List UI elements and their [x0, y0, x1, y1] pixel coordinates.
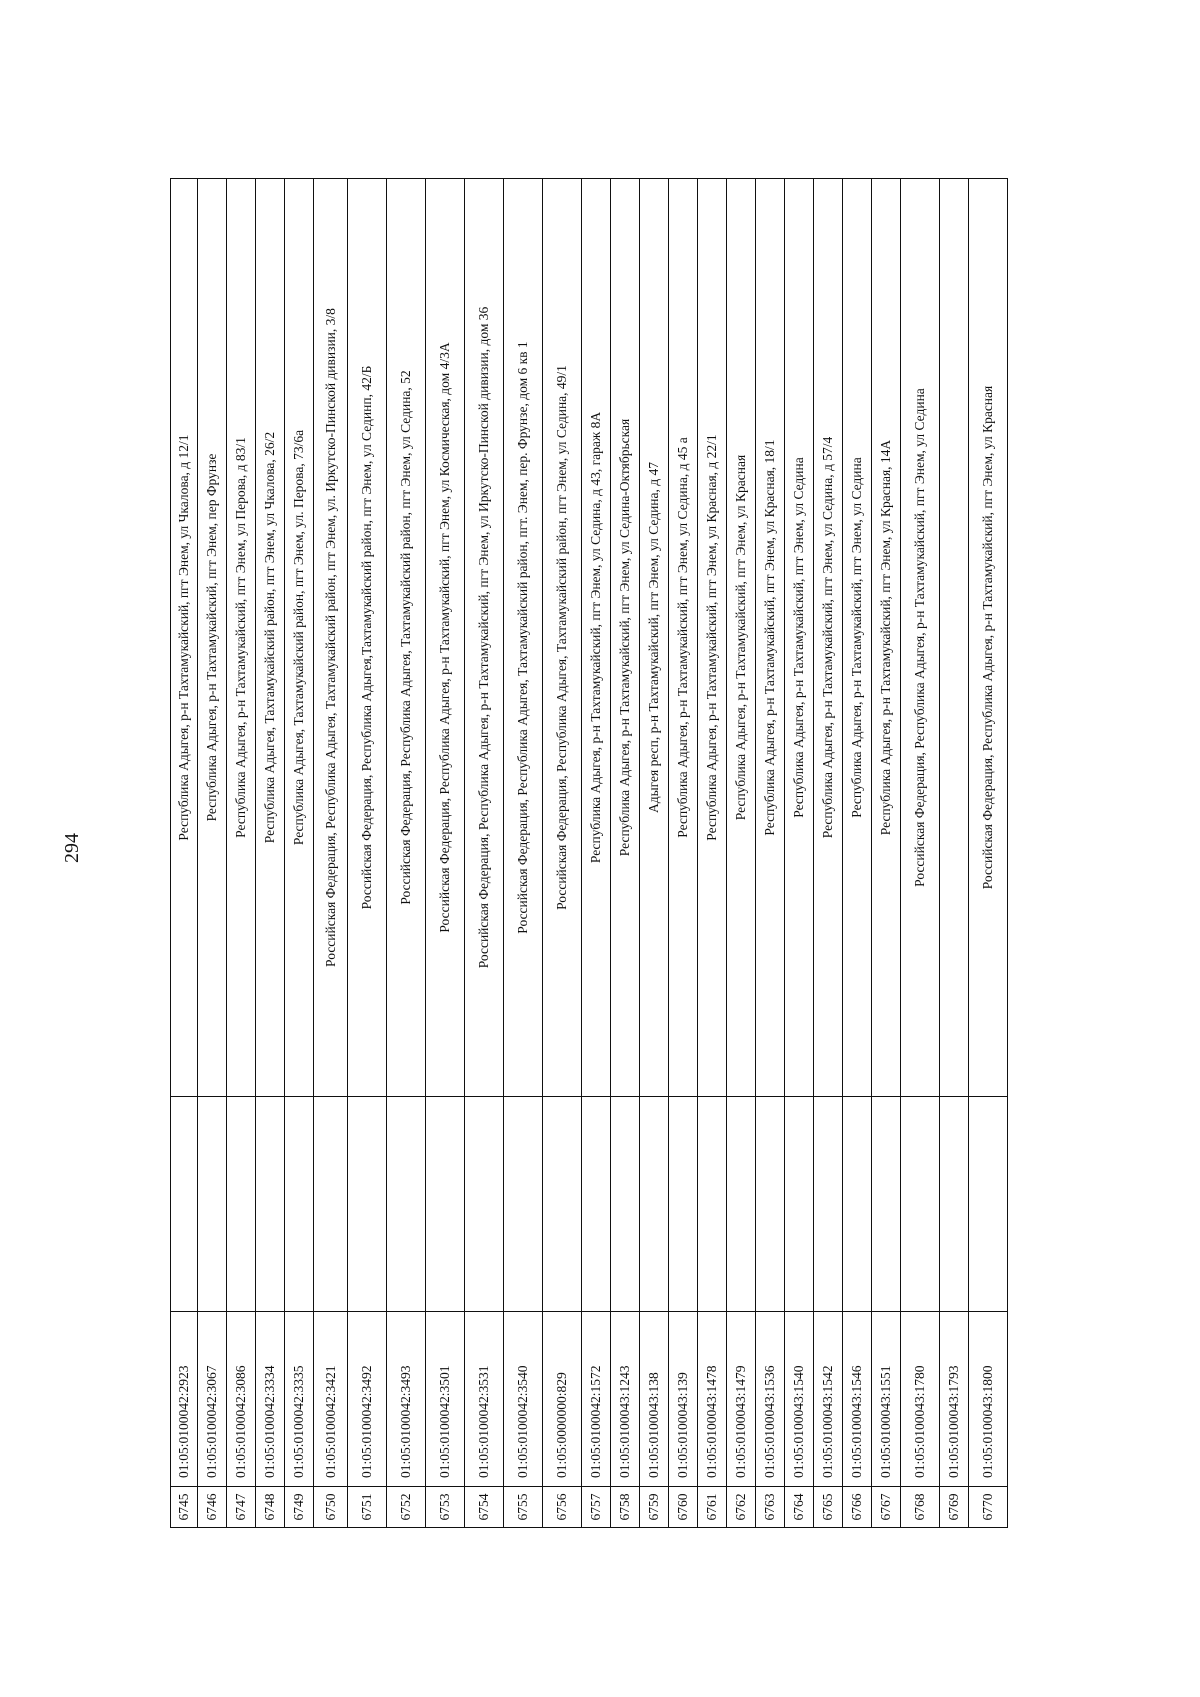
- note-cell: [314, 1097, 348, 1312]
- row-number: 6754: [465, 1487, 504, 1528]
- note-cell: [611, 1097, 640, 1312]
- address-cell: Российская Федерация, Республика Адыгея, р-н Тахтамукайский, пгт Энем, ул Красная: [969, 179, 1008, 1097]
- address-cell: Российская Федерация, Республика Адыгея, Тахтамукайский район, пгт Энем, ул. Иркутско-Пинской дивизии, 3/8: [314, 179, 348, 1097]
- table-row: [727, 179, 756, 1528]
- address-cell: Республика Адыгея, р-н Тахтамукайский, пгт Энем, ул Красная: [727, 179, 756, 1097]
- row-number: 6756: [543, 1487, 582, 1528]
- address-cell: Республика Адыгея, Тахтамукайский район, пгт Энем, ул Чкалова, 26/2: [256, 179, 285, 1097]
- note-cell: [256, 1097, 285, 1312]
- address-cell: Российская Федерация, Республика Адыгея, Тахтамукайский район, пгт. Энем, пер. Фрунзе, дом 6 кв 1: [504, 179, 543, 1097]
- address-cell: [940, 179, 969, 1097]
- rotated-table-container: [170, 178, 1094, 1528]
- cadastral-number: 01:05:0100042:3067: [198, 1312, 227, 1487]
- property-table: [170, 178, 1008, 1528]
- row-number: 6747: [227, 1487, 256, 1528]
- note-cell: [285, 1097, 314, 1312]
- table-row: [285, 179, 314, 1528]
- cadastral-number: 01:05:0100043:1478: [698, 1312, 727, 1487]
- row-number: 6767: [872, 1487, 901, 1528]
- note-cell: [669, 1097, 698, 1312]
- address-cell: Республика Адыгея, р-н Тахтамукайский, пгт Энем, ул Седина: [843, 179, 872, 1097]
- note-cell: [543, 1097, 582, 1312]
- cadastral-number: 01:05:0100043:1780: [901, 1312, 940, 1487]
- address-cell: Российская Федерация, Республика Адыгея, р-н Тахтамукайский, пгт Энем, ул Иркутско-Пинской дивизии, дом 36: [465, 179, 504, 1097]
- row-number: 6765: [814, 1487, 843, 1528]
- cadastral-number: 01:05:0100043:1540: [785, 1312, 814, 1487]
- page-number: 294: [61, 833, 83, 863]
- note-cell: [872, 1097, 901, 1312]
- table-row: [843, 179, 872, 1528]
- table-row: [698, 179, 727, 1528]
- row-number: 6768: [901, 1487, 940, 1528]
- row-number: 6750: [314, 1487, 348, 1528]
- cadastral-number: 01:05:0100042:2923: [171, 1312, 198, 1487]
- cadastral-number: 01:05:0100043:1542: [814, 1312, 843, 1487]
- note-cell: [582, 1097, 611, 1312]
- note-cell: [901, 1097, 940, 1312]
- note-cell: [348, 1097, 387, 1312]
- cadastral-number: 01:05:0100043:1243: [611, 1312, 640, 1487]
- row-number: 6749: [285, 1487, 314, 1528]
- note-cell: [727, 1097, 756, 1312]
- table-row: [465, 179, 504, 1528]
- table-row: [171, 179, 198, 1528]
- table-row: [582, 179, 611, 1528]
- note-cell: [504, 1097, 543, 1312]
- note-cell: [698, 1097, 727, 1312]
- address-cell: Адыгея респ, р-н Тахтамукайский, пгт Энем, ул Седина, д 47: [640, 179, 669, 1097]
- cadastral-number: 01:05:0100042:3531: [465, 1312, 504, 1487]
- note-cell: [171, 1097, 198, 1312]
- cadastral-number: 01:05:0100042:1572: [582, 1312, 611, 1487]
- cadastral-number: 01:05:0100043:1793: [940, 1312, 969, 1487]
- address-cell: Российская Федерация, Республика Адыгея, Тахтамукайский район, пгт Энем, ул Седина, 49/1: [543, 179, 582, 1097]
- table-row: [543, 179, 582, 1528]
- address-cell: Республика Адыгея, Тахтамукайский район, пгт Энем, ул. Перова, 73/6а: [285, 179, 314, 1097]
- table-row: [669, 179, 698, 1528]
- table-row: [640, 179, 669, 1528]
- row-number: 6748: [256, 1487, 285, 1528]
- row-number: 6764: [785, 1487, 814, 1528]
- note-cell: [843, 1097, 872, 1312]
- cadastral-number: 01:05:0100043:139: [669, 1312, 698, 1487]
- row-number: 6751: [348, 1487, 387, 1528]
- cadastral-number: 01:05:0100042:3493: [387, 1312, 426, 1487]
- address-cell: Республика Адыгея, р-н Тахтамукайский, пгт Энем, ул Седина: [785, 179, 814, 1097]
- note-cell: [387, 1097, 426, 1312]
- address-cell: Республика Адыгея, р-н Тахтамукайский, пгт Энем, ул Красная, 14А: [872, 179, 901, 1097]
- note-cell: [756, 1097, 785, 1312]
- row-number: 6755: [504, 1487, 543, 1528]
- address-cell: Республика Адыгея, р-н Тахтамукайский, пгт Энем, ул Седина-Октябрьская: [611, 179, 640, 1097]
- table-row: [314, 179, 348, 1528]
- cadastral-number: 01:05:0100042:3335: [285, 1312, 314, 1487]
- row-number: 6759: [640, 1487, 669, 1528]
- table-row: [256, 179, 285, 1528]
- table-row: [426, 179, 465, 1528]
- table-row: [756, 179, 785, 1528]
- row-number: 6745: [171, 1487, 198, 1528]
- row-number: 6746: [198, 1487, 227, 1528]
- table-row: [227, 179, 256, 1528]
- note-cell: [465, 1097, 504, 1312]
- note-cell: [227, 1097, 256, 1312]
- address-cell: Республика Адыгея, р-н Тахтамукайский, пгт Энем, ул Красная, 18/1: [756, 179, 785, 1097]
- table-row: [969, 179, 1008, 1528]
- cadastral-number: 01:05:0000000:829: [543, 1312, 582, 1487]
- address-cell: Российская Федерация, Республика Адыгея,Тахтамукайский район, пгт Энем, ул Сединп, 42/Б: [348, 179, 387, 1097]
- cadastral-number: 01:05:0100042:3492: [348, 1312, 387, 1487]
- cadastral-number: 01:05:0100043:138: [640, 1312, 669, 1487]
- row-number: 6762: [727, 1487, 756, 1528]
- address-cell: Республика Адыгея, р-н Тахтамукайский, пгт Энем, пер Фрунзе: [198, 179, 227, 1097]
- table-row: [504, 179, 543, 1528]
- cadastral-number: 01:05:0100042:3334: [256, 1312, 285, 1487]
- note-cell: [940, 1097, 969, 1312]
- address-cell: Российская Федерация, Республика Адыгея, Тахтамукайский район, пгт Энем, ул Седина, 52: [387, 179, 426, 1097]
- table-body: [171, 179, 1008, 1528]
- address-cell: Республика Адыгея, р-н Тахтамукайский, пгт Энем, ул Седина, д 57/4: [814, 179, 843, 1097]
- row-number: 6758: [611, 1487, 640, 1528]
- row-number: 6766: [843, 1487, 872, 1528]
- address-cell: Республика Адыгея, р-н Тахтамукайский, пгт Энем, ул Чкалова, д 12/1: [171, 179, 198, 1097]
- note-cell: [969, 1097, 1008, 1312]
- address-cell: Российская Федерация, Республика Адыгея, р-н Тахтамукайский, пгт Энем, ул Седина: [901, 179, 940, 1097]
- address-cell: Республика Адыгея, р-н Тахтамукайский, пгт Энем, ул Перова, д 83/1: [227, 179, 256, 1097]
- row-number: 6760: [669, 1487, 698, 1528]
- address-cell: Республика Адыгея, р-н Тахтамукайский, пгт Энем, ул Красная, д 22/1: [698, 179, 727, 1097]
- row-number: 6753: [426, 1487, 465, 1528]
- table-row: [348, 179, 387, 1528]
- cadastral-number: 01:05:0100042:3421: [314, 1312, 348, 1487]
- row-number: 6752: [387, 1487, 426, 1528]
- table-row: [814, 179, 843, 1528]
- note-cell: [198, 1097, 227, 1312]
- address-cell: Республика Адыгея, р-н Тахтамукайский, пгт Энем, ул Седина, д 43, гараж 8А: [582, 179, 611, 1097]
- row-number: 6761: [698, 1487, 727, 1528]
- note-cell: [785, 1097, 814, 1312]
- table-row: [611, 179, 640, 1528]
- note-cell: [640, 1097, 669, 1312]
- cadastral-number: 01:05:0100042:3501: [426, 1312, 465, 1487]
- row-number: 6763: [756, 1487, 785, 1528]
- table-row: [198, 179, 227, 1528]
- row-number: 6757: [582, 1487, 611, 1528]
- table-row: [387, 179, 426, 1528]
- cadastral-number: 01:05:0100043:1479: [727, 1312, 756, 1487]
- cadastral-number: 01:05:0100043:1536: [756, 1312, 785, 1487]
- row-number: 6770: [969, 1487, 1008, 1528]
- cadastral-number: 01:05:0100042:3540: [504, 1312, 543, 1487]
- address-cell: Республика Адыгея, р-н Тахтамукайский, пгт Энем, ул Седина, д 45 а: [669, 179, 698, 1097]
- row-number: 6769: [940, 1487, 969, 1528]
- note-cell: [814, 1097, 843, 1312]
- table-row: [785, 179, 814, 1528]
- cadastral-number: 01:05:0100042:3086: [227, 1312, 256, 1487]
- cadastral-number: 01:05:0100043:1546: [843, 1312, 872, 1487]
- note-cell: [426, 1097, 465, 1312]
- table-row: [901, 179, 940, 1528]
- cadastral-number: 01:05:0100043:1551: [872, 1312, 901, 1487]
- address-cell: Российская Федерация, Республика Адыгея, р-н Тахтамукайский, пгт Энем, ул Космическая, дом 4/3А: [426, 179, 465, 1097]
- cadastral-number: 01:05:0100043:1800: [969, 1312, 1008, 1487]
- table-row: [872, 179, 901, 1528]
- table-row: [940, 179, 969, 1528]
